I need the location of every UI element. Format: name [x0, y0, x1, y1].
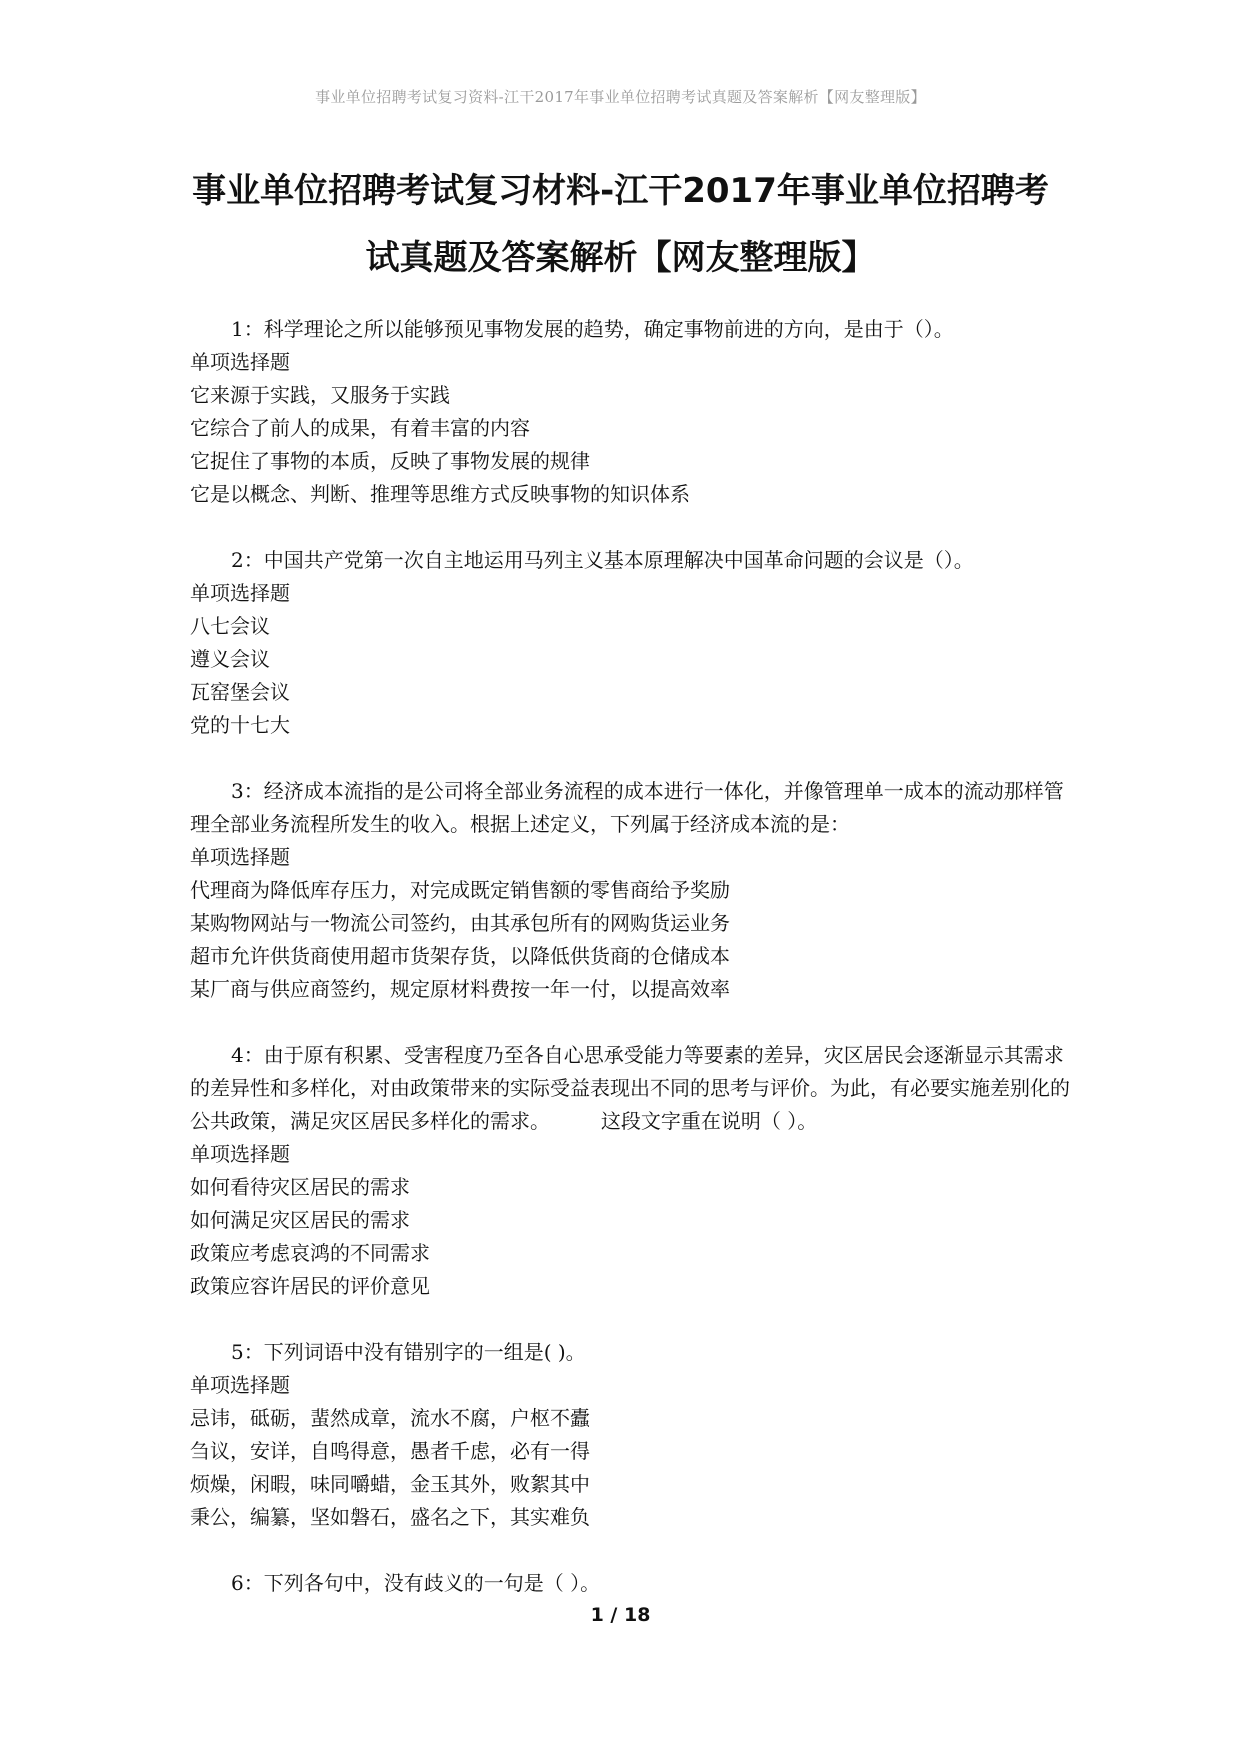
question-type: 单项选择题	[190, 1373, 290, 1397]
question-4	[190, 1039, 1070, 1303]
question-type: 单项选择题	[190, 581, 290, 605]
answer-option: 它综合了前人的成果，有着丰富的内容	[190, 416, 530, 440]
page-number: 1 / 18	[590, 1604, 651, 1626]
answer-option: 它来源于实践，又服务于实践	[190, 383, 450, 407]
document-title-line-2: 试真题及答案解析【网友整理版】	[365, 238, 876, 278]
answer-option: 它是以概念、判断、推理等思维方式反映事物的知识体系	[190, 482, 690, 506]
answer-option: 忌讳，砥砺，蜚然成章，流水不腐，户枢不蠹	[190, 1406, 590, 1430]
answer-option: 八七会议	[190, 614, 270, 638]
answer-option: 某厂商与供应商签约，规定原材料费按一年一付，以提高效率	[190, 977, 730, 1001]
question-6	[190, 1567, 1070, 1600]
answer-option: 它捉住了事物的本质，反映了事物发展的规律	[190, 449, 590, 473]
question-5	[190, 1336, 1070, 1534]
answer-option: 代理商为降低库存压力，对完成既定销售额的零售商给予奖励	[190, 878, 730, 902]
question-stem: 1：科学理论之所以能够预见事物发展的趋势，确定事物前进的方向，是由于（）。	[231, 317, 954, 341]
question-stem: 2：中国共产党第一次自主地运用马列主义基本原理解决中国革命问题的会议是（）。	[231, 548, 974, 572]
answer-option: 某购物网站与一物流公司签约，由其承包所有的网购货运业务	[190, 911, 730, 935]
answer-option: 如何满足灾区居民的需求	[190, 1208, 410, 1232]
question-stem: 4：由于原有积累、受害程度乃至各自心思承受能力等要素的差异，灾区居民会逐渐显示其需求的差异性和多样化，对由政策带来的实际受益表现出不同的思考与评价。为此，有必要实施差别化的公共政策，满足灾区居民多样化的需求。 这段文字重在说明（ ）。	[190, 1043, 1070, 1133]
answer-option: 烦燥，闲暇，味同嚼蜡，金玉其外，败絮其中	[190, 1472, 590, 1496]
answer-option: 瓦窑堡会议	[190, 680, 290, 704]
answer-option: 政策应容许居民的评价意见	[190, 1274, 430, 1298]
question-1	[190, 313, 1070, 511]
question-stem: 6：下列各句中，没有歧义的一句是（ ）。	[231, 1571, 601, 1595]
answer-option: 刍议，安详，自鸣得意，愚者千虑，必有一得	[190, 1439, 590, 1463]
question-2	[190, 544, 1070, 742]
answer-option: 遵义会议	[190, 647, 270, 671]
answer-option: 秉公，编纂，坚如磐石，盛名之下，其实难负	[190, 1505, 590, 1529]
document-title-line-1: 事业单位招聘考试复习材料-江干2017年事业单位招聘考	[192, 171, 1049, 211]
question-stem: 5：下列词语中没有错别字的一组是( )。	[231, 1340, 586, 1364]
document-title	[150, 158, 1091, 292]
question-type: 单项选择题	[190, 845, 290, 869]
question-type: 单项选择题	[190, 1142, 290, 1166]
answer-option: 政策应考虑哀鸿的不同需求	[190, 1241, 430, 1265]
running-header: 事业单位招聘考试复习资料-江干2017年事业单位招聘考试真题及答案解析【网友整理版】	[315, 88, 926, 106]
answer-option: 超市允许供货商使用超市货架存货，以降低供货商的仓储成本	[190, 944, 730, 968]
question-type: 单项选择题	[190, 350, 290, 374]
question-list	[190, 313, 1070, 1633]
question-3	[190, 775, 1070, 1006]
answer-option: 如何看待灾区居民的需求	[190, 1175, 410, 1199]
answer-option: 党的十七大	[190, 713, 290, 737]
question-stem: 3：经济成本流指的是公司将全部业务流程的成本进行一体化，并像管理单一成本的流动那样管理全部业务流程所发生的收入。根据上述定义，下列属于经济成本流的是：	[190, 779, 1064, 836]
